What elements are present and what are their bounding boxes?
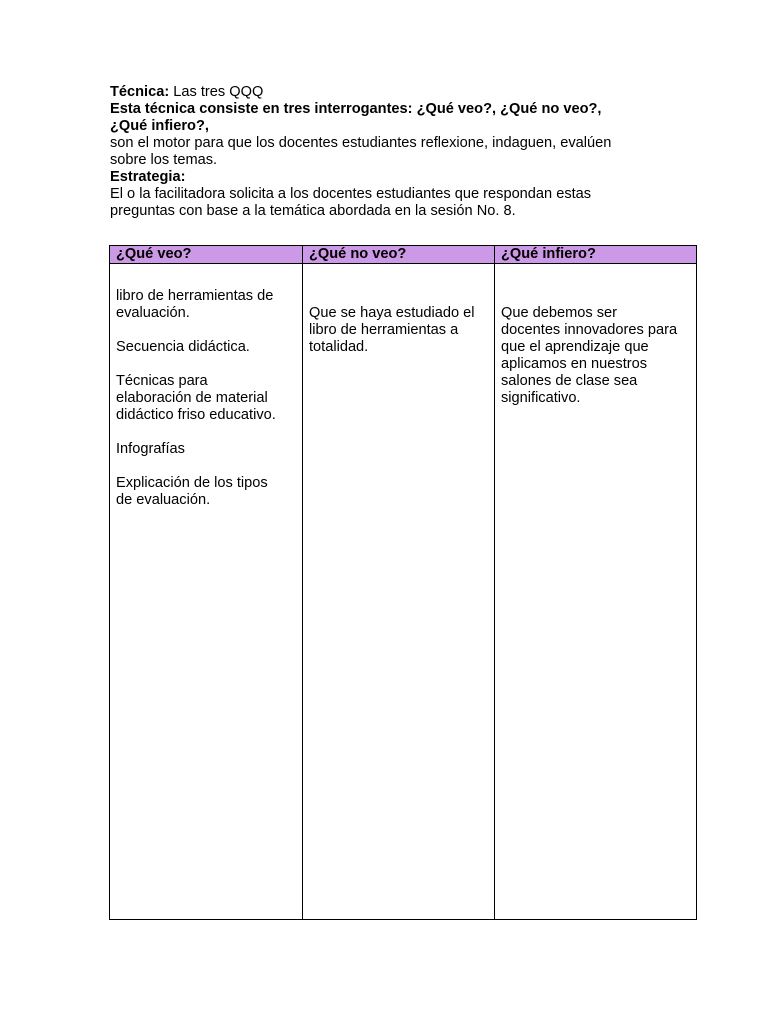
table-body-row	[110, 264, 697, 920]
cell-que-veo	[110, 264, 303, 920]
infiero-line-3: que el aprendizaje que	[501, 339, 649, 355]
infiero-line-6: significativo.	[501, 390, 581, 406]
veo-item-1-line-2: evaluación.	[116, 305, 190, 321]
no-veo-line-2: libro de herramientas a	[309, 322, 459, 338]
qqq-table	[109, 245, 697, 920]
veo-item-2-line-1: Secuencia didáctica.	[116, 339, 250, 355]
veo-item-4-line-1: Infografías	[116, 441, 185, 457]
veo-item-5-line-1: Explicación de los tipos	[116, 475, 268, 491]
intro-section	[110, 84, 658, 220]
estrategia-line-2: preguntas con base a la temática abordada en la sesión No. 8.	[110, 203, 516, 219]
estrategia-label: Estrategia:	[110, 169, 186, 185]
description-bold-line-2: ¿Qué infiero?,	[110, 118, 209, 134]
cell-que-no-veo	[303, 264, 495, 920]
veo-item-3-line-1: Técnicas para	[116, 373, 208, 389]
tecnica-line	[110, 84, 658, 101]
estrategia-line-1: El o la facilitadora solicita a los docentes estudiantes que respondan estas	[110, 186, 592, 202]
tecnica-label: Técnica:	[110, 84, 170, 100]
veo-item-5-line-2: de evaluación.	[116, 492, 211, 508]
description-line-4: sobre los temas.	[110, 152, 218, 168]
header-que-veo: ¿Qué veo?	[110, 246, 303, 264]
cell-que-infiero	[495, 264, 697, 920]
no-veo-line-1: Que se haya estudiado el	[309, 305, 475, 321]
description-bold-line-1: Esta técnica consiste en tres interrogantes: ¿Qué veo?, ¿Qué no veo?,	[110, 101, 602, 117]
veo-item-3-line-3: didáctico friso educativo.	[116, 407, 276, 423]
header-que-infiero: ¿Qué infiero?	[495, 246, 697, 264]
veo-item-3-line-2: elaboración de material	[116, 390, 268, 406]
table-header-row	[110, 246, 697, 264]
infiero-line-5: salones de clase sea	[501, 373, 638, 389]
header-que-no-veo: ¿Qué no veo?	[303, 246, 495, 264]
no-veo-line-3: totalidad.	[309, 339, 369, 355]
infiero-line-2: docentes innovadores para	[501, 322, 678, 338]
tecnica-value: Las tres QQQ	[169, 84, 264, 100]
veo-item-1-line-1: libro de herramientas de	[116, 288, 274, 304]
description-line-3: son el motor para que los docentes estudiantes reflexione, indaguen, evalúen	[110, 135, 612, 151]
infiero-line-1: Que debemos ser	[501, 305, 618, 321]
infiero-line-4: aplicamos en nuestros	[501, 356, 648, 372]
